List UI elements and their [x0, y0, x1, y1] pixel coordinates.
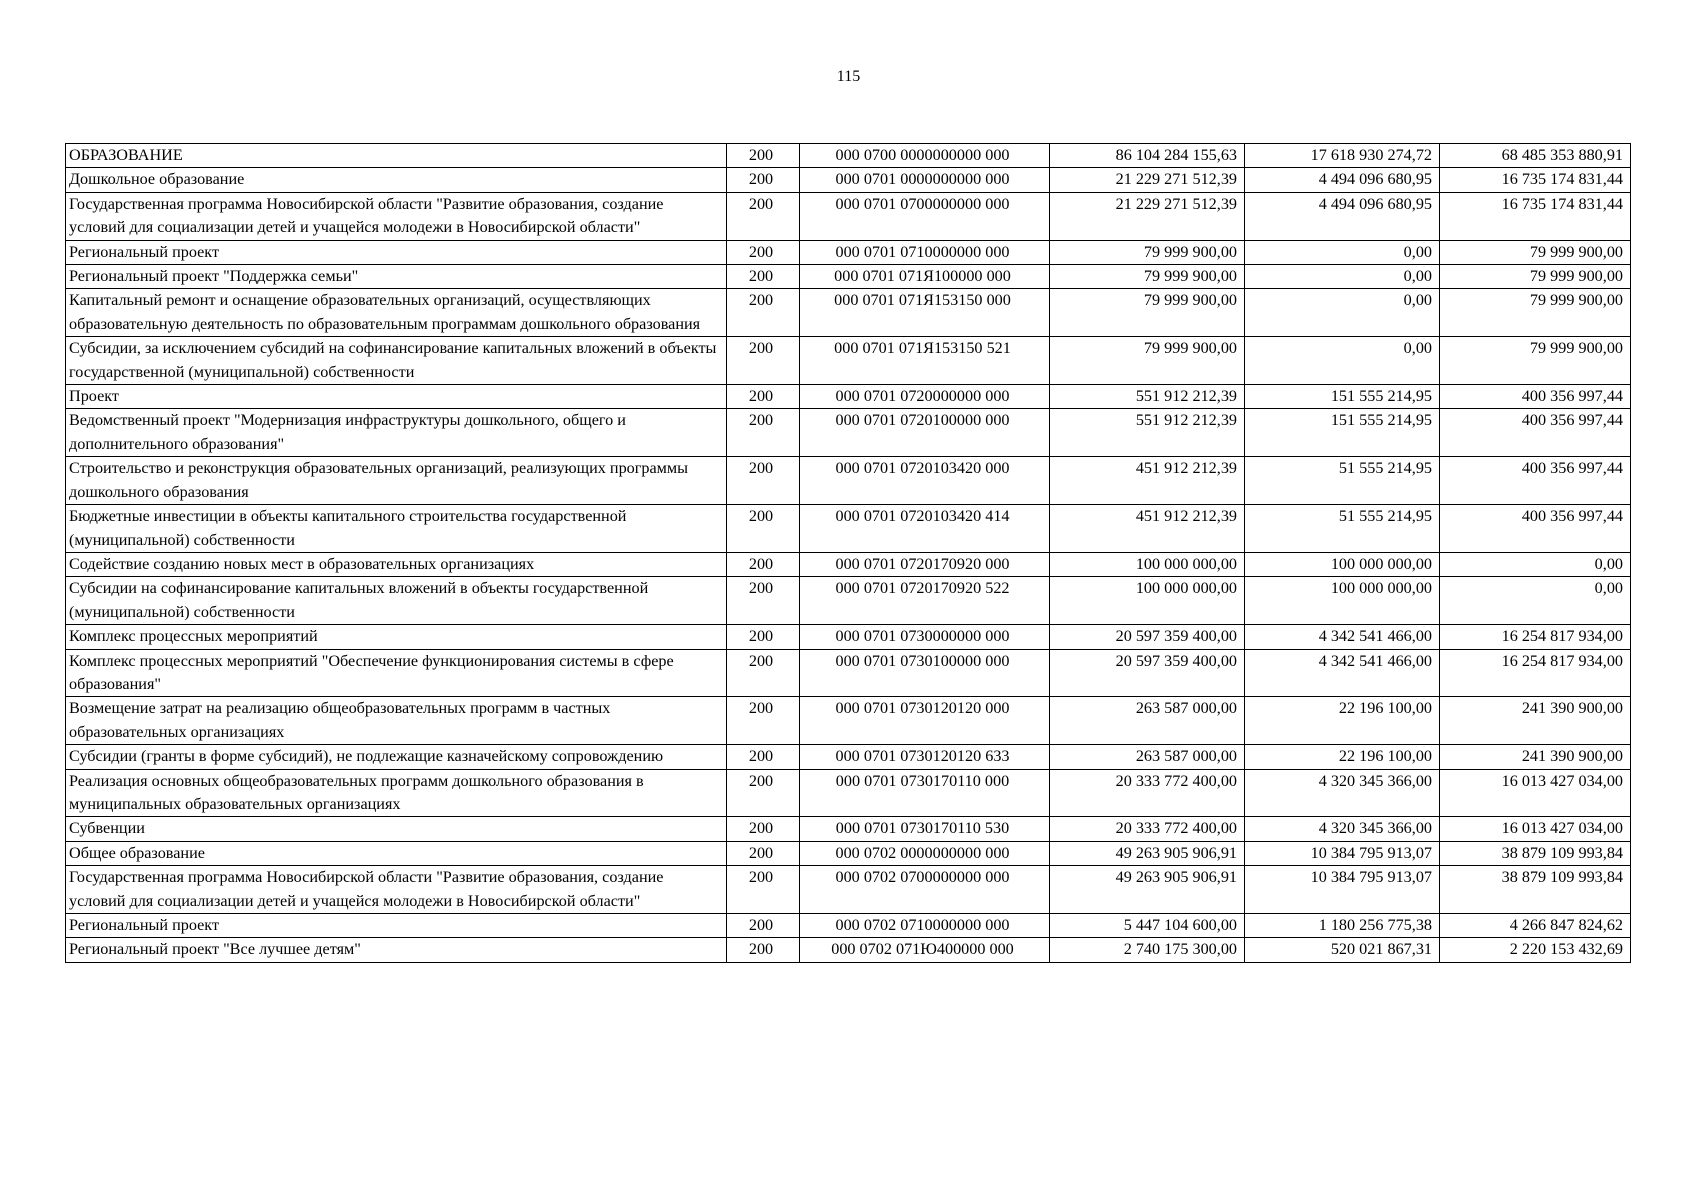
row-classification-code-cell: 000 0701 071Я153150 000: [800, 289, 1050, 337]
row-classification-code-cell: 000 0701 0730170110 530: [800, 817, 1050, 841]
row-remaining-amount-cell: 16 735 174 831,44: [1440, 192, 1631, 240]
table-row: [66, 265, 1631, 289]
row-classification-code-cell: 000 0701 0730120120 000: [800, 697, 1050, 745]
row-admin-code-cell: 200: [727, 914, 800, 938]
table-row: [66, 938, 1631, 962]
table-row: [66, 168, 1631, 192]
row-approved-amount-cell: 49 263 905 906,91: [1050, 866, 1245, 914]
row-name-cell: Общее образование: [66, 841, 727, 865]
row-approved-amount-cell: 49 263 905 906,91: [1050, 841, 1245, 865]
row-approved-amount-cell: 21 229 271 512,39: [1050, 168, 1245, 192]
row-approved-amount-cell: 263 587 000,00: [1050, 697, 1245, 745]
row-executed-amount-cell: 151 555 214,95: [1245, 385, 1440, 409]
row-approved-amount-cell: 79 999 900,00: [1050, 265, 1245, 289]
row-name-cell: Государственная программа Новосибирской области "Развитие образования, создание условий для социализации детей и учащейся молодежи в Новосибирской области": [66, 866, 727, 914]
row-executed-amount-cell: 4 320 345 366,00: [1245, 817, 1440, 841]
table-row: [66, 625, 1631, 649]
row-classification-code-cell: 000 0701 0720103420 000: [800, 457, 1050, 505]
row-remaining-amount-cell: 38 879 109 993,84: [1440, 866, 1631, 914]
row-remaining-amount-cell: 79 999 900,00: [1440, 265, 1631, 289]
row-classification-code-cell: 000 0702 071Ю400000 000: [800, 938, 1050, 962]
row-remaining-amount-cell: 79 999 900,00: [1440, 289, 1631, 337]
row-admin-code-cell: 200: [727, 337, 800, 385]
row-executed-amount-cell: 0,00: [1245, 337, 1440, 385]
row-classification-code-cell: 000 0701 0720100000 000: [800, 409, 1050, 457]
row-name-cell: Реализация основных общеобразовательных программ дошкольного образования в муниципальных образовательных организациях: [66, 769, 727, 817]
row-admin-code-cell: 200: [727, 168, 800, 192]
row-executed-amount-cell: 100 000 000,00: [1245, 577, 1440, 625]
row-approved-amount-cell: 21 229 271 512,39: [1050, 192, 1245, 240]
row-executed-amount-cell: 4 342 541 466,00: [1245, 625, 1440, 649]
row-executed-amount-cell: 17 618 930 274,72: [1245, 144, 1440, 168]
row-executed-amount-cell: 22 196 100,00: [1245, 745, 1440, 769]
row-name-cell: Проект: [66, 385, 727, 409]
row-name-cell: Комплекс процессных мероприятий: [66, 625, 727, 649]
row-classification-code-cell: 000 0701 0720170920 522: [800, 577, 1050, 625]
row-remaining-amount-cell: 400 356 997,44: [1440, 505, 1631, 553]
row-executed-amount-cell: 10 384 795 913,07: [1245, 866, 1440, 914]
row-classification-code-cell: 000 0701 0730120120 633: [800, 745, 1050, 769]
table-row: [66, 505, 1631, 553]
row-classification-code-cell: 000 0701 0710000000 000: [800, 240, 1050, 264]
row-remaining-amount-cell: 241 390 900,00: [1440, 745, 1631, 769]
table-row: [66, 144, 1631, 168]
table-row: [66, 240, 1631, 264]
row-classification-code-cell: 000 0701 0730000000 000: [800, 625, 1050, 649]
row-approved-amount-cell: 20 597 359 400,00: [1050, 625, 1245, 649]
row-classification-code-cell: 000 0702 0710000000 000: [800, 914, 1050, 938]
row-name-cell: Субсидии (гранты в форме субсидий), не подлежащие казначейскому сопровождению: [66, 745, 727, 769]
row-classification-code-cell: 000 0701 071Я100000 000: [800, 265, 1050, 289]
page-number: 115: [836, 68, 861, 85]
row-executed-amount-cell: 4 342 541 466,00: [1245, 649, 1440, 697]
table-row: [66, 289, 1631, 337]
row-admin-code-cell: 200: [727, 144, 800, 168]
row-admin-code-cell: 200: [727, 265, 800, 289]
row-classification-code-cell: 000 0701 0730170110 000: [800, 769, 1050, 817]
table-row: [66, 649, 1631, 697]
row-name-cell: Региональный проект "Все лучшее детям": [66, 938, 727, 962]
row-remaining-amount-cell: 68 485 353 880,91: [1440, 144, 1631, 168]
table-row: [66, 866, 1631, 914]
row-remaining-amount-cell: 79 999 900,00: [1440, 240, 1631, 264]
row-name-cell: Комплекс процессных мероприятий "Обеспечение функционирования системы в сфере образования": [66, 649, 727, 697]
row-approved-amount-cell: 20 333 772 400,00: [1050, 769, 1245, 817]
row-admin-code-cell: 200: [727, 745, 800, 769]
row-name-cell: Дошкольное образование: [66, 168, 727, 192]
row-remaining-amount-cell: 241 390 900,00: [1440, 697, 1631, 745]
row-executed-amount-cell: 51 555 214,95: [1245, 505, 1440, 553]
table-row: [66, 577, 1631, 625]
row-name-cell: Региональный проект: [66, 914, 727, 938]
row-admin-code-cell: 200: [727, 192, 800, 240]
row-remaining-amount-cell: 38 879 109 993,84: [1440, 841, 1631, 865]
table-row: [66, 914, 1631, 938]
row-name-cell: Региональный проект: [66, 240, 727, 264]
row-approved-amount-cell: 79 999 900,00: [1050, 337, 1245, 385]
row-admin-code-cell: 200: [727, 769, 800, 817]
table-row: [66, 385, 1631, 409]
row-executed-amount-cell: 151 555 214,95: [1245, 409, 1440, 457]
row-name-cell: ОБРАЗОВАНИЕ: [66, 144, 727, 168]
row-approved-amount-cell: 451 912 212,39: [1050, 505, 1245, 553]
budget-table-body: [66, 144, 1631, 963]
row-name-cell: Бюджетные инвестиции в объекты капитального строительства государственной (муниципальной) собственности: [66, 505, 727, 553]
row-classification-code-cell: 000 0701 071Я153150 521: [800, 337, 1050, 385]
table-row: [66, 817, 1631, 841]
row-remaining-amount-cell: 16 013 427 034,00: [1440, 769, 1631, 817]
row-approved-amount-cell: 79 999 900,00: [1050, 240, 1245, 264]
row-approved-amount-cell: 263 587 000,00: [1050, 745, 1245, 769]
row-remaining-amount-cell: 16 254 817 934,00: [1440, 649, 1631, 697]
row-executed-amount-cell: 4 494 096 680,95: [1245, 192, 1440, 240]
row-remaining-amount-cell: 79 999 900,00: [1440, 337, 1631, 385]
budget-table: [65, 143, 1631, 963]
row-admin-code-cell: 200: [727, 841, 800, 865]
row-remaining-amount-cell: 0,00: [1440, 577, 1631, 625]
row-admin-code-cell: 200: [727, 625, 800, 649]
row-name-cell: Государственная программа Новосибирской области "Развитие образования, создание условий для социализации детей и учащейся молодежи в Новосибирской области": [66, 192, 727, 240]
row-executed-amount-cell: 4 320 345 366,00: [1245, 769, 1440, 817]
row-executed-amount-cell: 0,00: [1245, 240, 1440, 264]
row-name-cell: Возмещение затрат на реализацию общеобразовательных программ в частных образовательных организациях: [66, 697, 727, 745]
row-admin-code-cell: 200: [727, 289, 800, 337]
row-approved-amount-cell: 20 333 772 400,00: [1050, 817, 1245, 841]
row-admin-code-cell: 200: [727, 457, 800, 505]
row-name-cell: Ведомственный проект "Модернизация инфраструктуры дошкольного, общего и дополнительного образования": [66, 409, 727, 457]
table-row: [66, 457, 1631, 505]
row-approved-amount-cell: 100 000 000,00: [1050, 577, 1245, 625]
row-executed-amount-cell: 10 384 795 913,07: [1245, 841, 1440, 865]
row-admin-code-cell: 200: [727, 385, 800, 409]
row-classification-code-cell: 000 0700 0000000000 000: [800, 144, 1050, 168]
row-admin-code-cell: 200: [727, 938, 800, 962]
row-classification-code-cell: 000 0702 0700000000 000: [800, 866, 1050, 914]
table-row: [66, 552, 1631, 576]
row-remaining-amount-cell: 16 013 427 034,00: [1440, 817, 1631, 841]
row-name-cell: Субвенции: [66, 817, 727, 841]
row-admin-code-cell: 200: [727, 409, 800, 457]
row-approved-amount-cell: 5 447 104 600,00: [1050, 914, 1245, 938]
row-approved-amount-cell: 551 912 212,39: [1050, 409, 1245, 457]
row-admin-code-cell: 200: [727, 866, 800, 914]
row-remaining-amount-cell: 4 266 847 824,62: [1440, 914, 1631, 938]
table-row: [66, 337, 1631, 385]
row-name-cell: Региональный проект "Поддержка семьи": [66, 265, 727, 289]
row-remaining-amount-cell: 400 356 997,44: [1440, 409, 1631, 457]
row-executed-amount-cell: 51 555 214,95: [1245, 457, 1440, 505]
row-approved-amount-cell: 79 999 900,00: [1050, 289, 1245, 337]
row-classification-code-cell: 000 0701 0700000000 000: [800, 192, 1050, 240]
row-approved-amount-cell: 551 912 212,39: [1050, 385, 1245, 409]
row-name-cell: Строительство и реконструкция образовательных организаций, реализующих программы дошкольного образования: [66, 457, 727, 505]
row-remaining-amount-cell: 400 356 997,44: [1440, 385, 1631, 409]
row-remaining-amount-cell: 400 356 997,44: [1440, 457, 1631, 505]
row-approved-amount-cell: 451 912 212,39: [1050, 457, 1245, 505]
row-remaining-amount-cell: 16 735 174 831,44: [1440, 168, 1631, 192]
row-classification-code-cell: 000 0701 0730100000 000: [800, 649, 1050, 697]
row-admin-code-cell: 200: [727, 817, 800, 841]
table-row: [66, 192, 1631, 240]
row-executed-amount-cell: 100 000 000,00: [1245, 552, 1440, 576]
row-remaining-amount-cell: 0,00: [1440, 552, 1631, 576]
table-row: [66, 841, 1631, 865]
table-row: [66, 409, 1631, 457]
row-approved-amount-cell: 20 597 359 400,00: [1050, 649, 1245, 697]
row-name-cell: Капитальный ремонт и оснащение образовательных организаций, осуществляющих образовательную деятельность по образовательным программам дошкольного образования: [66, 289, 727, 337]
row-approved-amount-cell: 2 740 175 300,00: [1050, 938, 1245, 962]
row-admin-code-cell: 200: [727, 697, 800, 745]
row-classification-code-cell: 000 0701 0720170920 000: [800, 552, 1050, 576]
row-executed-amount-cell: 22 196 100,00: [1245, 697, 1440, 745]
row-admin-code-cell: 200: [727, 577, 800, 625]
row-remaining-amount-cell: 2 220 153 432,69: [1440, 938, 1631, 962]
row-executed-amount-cell: 4 494 096 680,95: [1245, 168, 1440, 192]
table-row: [66, 745, 1631, 769]
row-executed-amount-cell: 1 180 256 775,38: [1245, 914, 1440, 938]
table-row: [66, 769, 1631, 817]
row-name-cell: Субсидии, за исключением субсидий на софинансирование капитальных вложений в объекты государственной (муниципальной) собственности: [66, 337, 727, 385]
row-name-cell: Содействие созданию новых мест в образовательных организациях: [66, 552, 727, 576]
row-approved-amount-cell: 100 000 000,00: [1050, 552, 1245, 576]
row-admin-code-cell: 200: [727, 552, 800, 576]
row-executed-amount-cell: 0,00: [1245, 289, 1440, 337]
row-approved-amount-cell: 86 104 284 155,63: [1050, 144, 1245, 168]
row-classification-code-cell: 000 0702 0000000000 000: [800, 841, 1050, 865]
row-classification-code-cell: 000 0701 0720103420 414: [800, 505, 1050, 553]
row-classification-code-cell: 000 0701 0000000000 000: [800, 168, 1050, 192]
row-remaining-amount-cell: 16 254 817 934,00: [1440, 625, 1631, 649]
row-executed-amount-cell: 520 021 867,31: [1245, 938, 1440, 962]
row-admin-code-cell: 200: [727, 505, 800, 553]
row-classification-code-cell: 000 0701 0720000000 000: [800, 385, 1050, 409]
row-admin-code-cell: 200: [727, 649, 800, 697]
table-row: [66, 697, 1631, 745]
row-executed-amount-cell: 0,00: [1245, 265, 1440, 289]
row-name-cell: Субсидии на софинансирование капитальных вложений в объекты государственной (муниципальной) собственности: [66, 577, 727, 625]
row-admin-code-cell: 200: [727, 240, 800, 264]
